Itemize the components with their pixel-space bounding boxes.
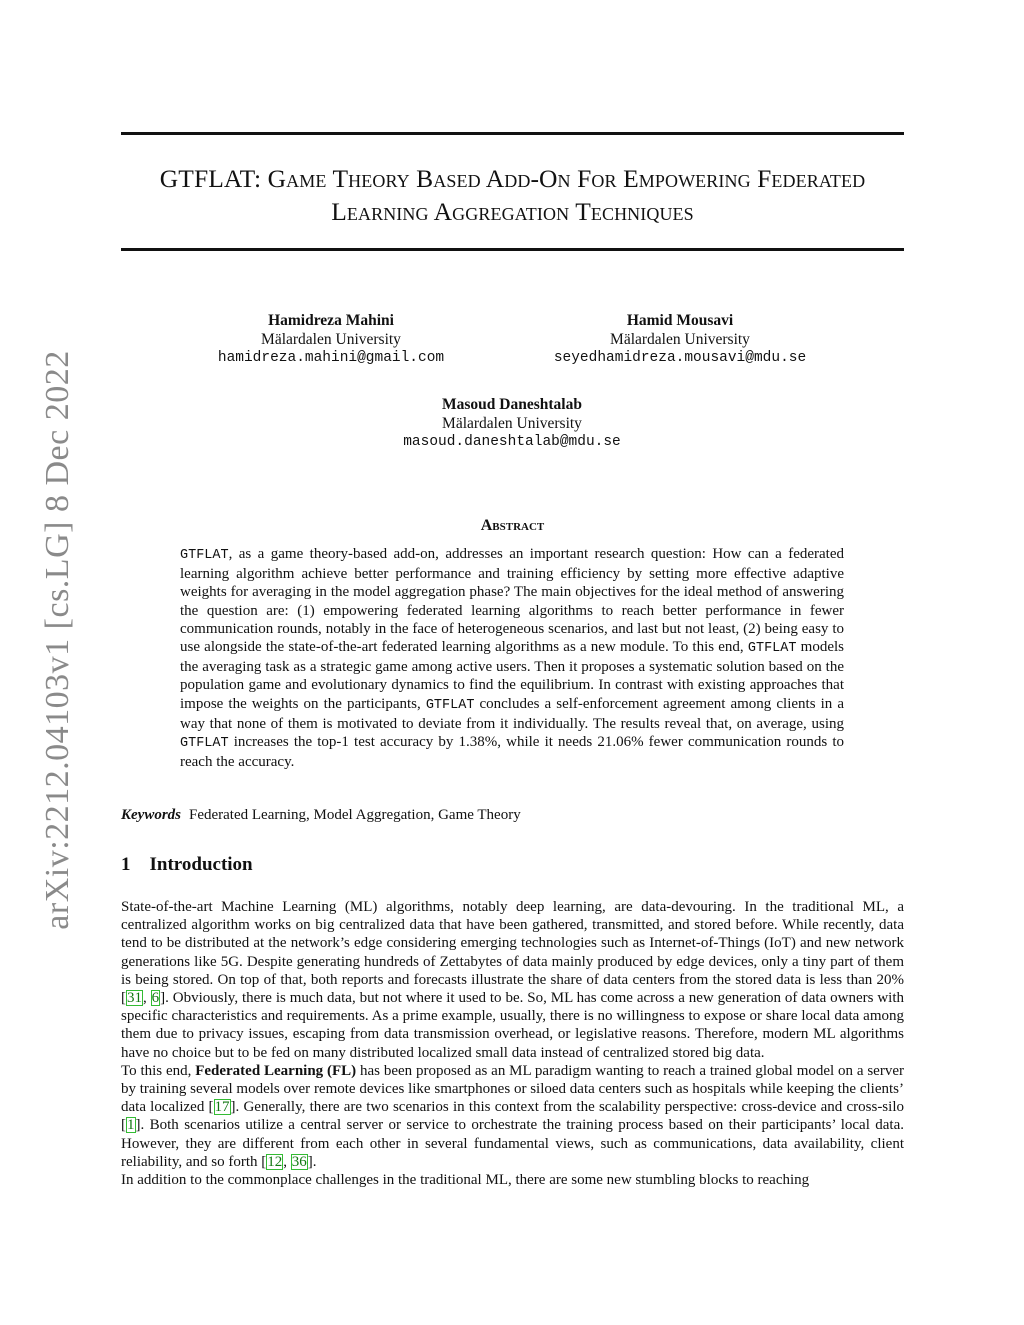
- paragraph-text: ]. Both scenarios utilize a central server or service to orchestrate the training process based on their participants’ local data. However, they are different from each other in several fundamental views, such as communications, data availability, client reliability, and so forth [: [121, 1117, 904, 1170]
- author-name: Masoud Daneshtalab: [442, 396, 582, 413]
- paragraph-text: To this end,: [121, 1062, 196, 1079]
- paragraph-text: ].: [307, 1153, 317, 1170]
- paragraph: [121, 898, 904, 1062]
- paragraph-text: State-of-the-art Machine Learning (ML) algorithms, notably deep learning, are data-devouring. In the traditional ML, a centralized algorithm works on big centralized data that have been gathered, transmitted, and stored before. While recently, data tend to be distributed at the network’s edge considering emerging technologies such as Internet-of-Things (IoT) and new network generations like 5G. Despite generating hundreds of Zettabytes of data mainly produced by edge devices, only a tiny part of them is being stored. On top of that, both reports and forecasts illustrate the share of data centers from the stored data is less than 20% [: [121, 899, 904, 1007]
- paragraph-text: ]. Generally, there are two scenarios in this context from the scalability perspective: cross-device and cross-silo [: [121, 1099, 904, 1134]
- paragraph: [121, 1062, 904, 1171]
- paragraph-text: In addition to the commonplace challenges in the traditional ML, there are some new stumbling blocks to reaching: [121, 1172, 810, 1189]
- section-number: 1: [121, 854, 131, 875]
- keywords-text: Federated Learning, Model Aggregation, Game Theory: [189, 807, 521, 823]
- citation-link[interactable]: 1: [127, 1117, 135, 1134]
- citation-link[interactable]: 17: [214, 1099, 230, 1116]
- abstract-code: GTFLAT: [425, 697, 475, 713]
- abstract-sentence: models the averaging task as a strategic game among active users. Then it proposes a systematic solution based on the population game and evolutionary dynamics to find the equilibrium. In contrast with existing approaches that impose the weights on the participants,: [180, 639, 844, 712]
- citation-link[interactable]: 36: [291, 1153, 307, 1170]
- keywords: [121, 806, 904, 824]
- citation-link[interactable]: 31: [127, 990, 142, 1007]
- author-email[interactable]: seyedhamidreza.mousavi@mdu.se: [553, 350, 807, 366]
- paper-title: [121, 162, 904, 228]
- abstract-text: [180, 545, 844, 771]
- title-acronym: GTFLAT:: [159, 164, 268, 193]
- citation-separator: ,: [283, 1153, 291, 1170]
- author-block: [362, 396, 662, 452]
- title-line1: Game Theory Based Add-On For Empowering Federated: [267, 164, 866, 193]
- abstract-sentence: , as a game theory-based add-on, addresses an important research question: How can a federated learning algorithm achieve better performance and training efficiency by setting more effective adaptive weights for averaging in the model aggregation phase? The main objectives for the ideal method of answering the question are: (1) empowering federated learning algorithms to reach better performance in fewer communication rounds, notably in the face of heterogeneous scenarios, and last but not least, (2) being easy to use alongside the state-of-the-art federated learning algorithms as a new module. To this end,: [180, 546, 844, 656]
- introduction-body: [121, 898, 904, 1189]
- citation-separator: ,: [143, 990, 151, 1007]
- abstract-sentence: concludes a self-enforcement agreement among clients in a way that none of them is motivated to deviate from it individually. The results reveal that, on average, using: [180, 695, 845, 732]
- abstract-code: GTFLAT: [180, 736, 229, 752]
- author-affiliation: Mälardalen University: [442, 414, 582, 432]
- citation-link[interactable]: 12: [267, 1153, 283, 1170]
- title-line2: Learning Aggregation Techniques: [331, 197, 694, 226]
- author-block: [200, 312, 462, 368]
- title-bottom-rule: [121, 248, 904, 251]
- author-affiliation: Mälardalen University: [610, 330, 750, 348]
- author-block: [535, 312, 825, 368]
- author-name: Hamid Mousavi: [626, 312, 734, 329]
- title-top-rule: [121, 132, 904, 135]
- abstract-code: GTFLAT: [747, 641, 797, 657]
- section-heading: [121, 854, 253, 876]
- author-email[interactable]: masoud.daneshtalab@mdu.se: [403, 434, 621, 450]
- paragraph-text: has been proposed as an ML paradigm wanting to reach a trained global model on a server by training several models over remote devices like smartphones or siloed data centers such as hospitals while keeping the clients’ data localized [: [121, 1062, 904, 1116]
- paragraph: [121, 1171, 904, 1189]
- keywords-label: Keywords: [121, 807, 181, 823]
- author-affiliation: Mälardalen University: [261, 330, 401, 348]
- paragraph-text: ]. Obviously, there is much data, but not where it used to be. So, ML has come across a new generation of data owners with specific characteristics and requirements. As a prime example, usually, there is no willingness to expose or share local data among them due to privacy issues, escaping from data transmission overhead, or legislative reasons. Therefore, modern ML algorithms have no choice but to be fed on many distributed localized small data instead of centralized stored big data.: [121, 990, 905, 1061]
- abstract-sentence: increases the top-1 test accuracy by 1.38%, while it needs 21.06% fewer communication rounds to reach the accuracy.: [180, 734, 844, 771]
- abstract-code: GTFLAT: [180, 548, 229, 563]
- bold-term: Federated Learning (FL): [195, 1062, 357, 1079]
- abstract-heading: Abstract: [480, 517, 545, 534]
- author-email[interactable]: hamidreza.mahini@gmail.com: [217, 350, 445, 366]
- author-name: Hamidreza Mahini: [268, 312, 394, 329]
- arxiv-identifier[interactable]: arXiv:2212.04103v1 [cs.LG] 8 Dec 2022: [39, 350, 76, 930]
- citation-link[interactable]: 6: [151, 990, 160, 1007]
- section-title: Introduction: [149, 854, 253, 875]
